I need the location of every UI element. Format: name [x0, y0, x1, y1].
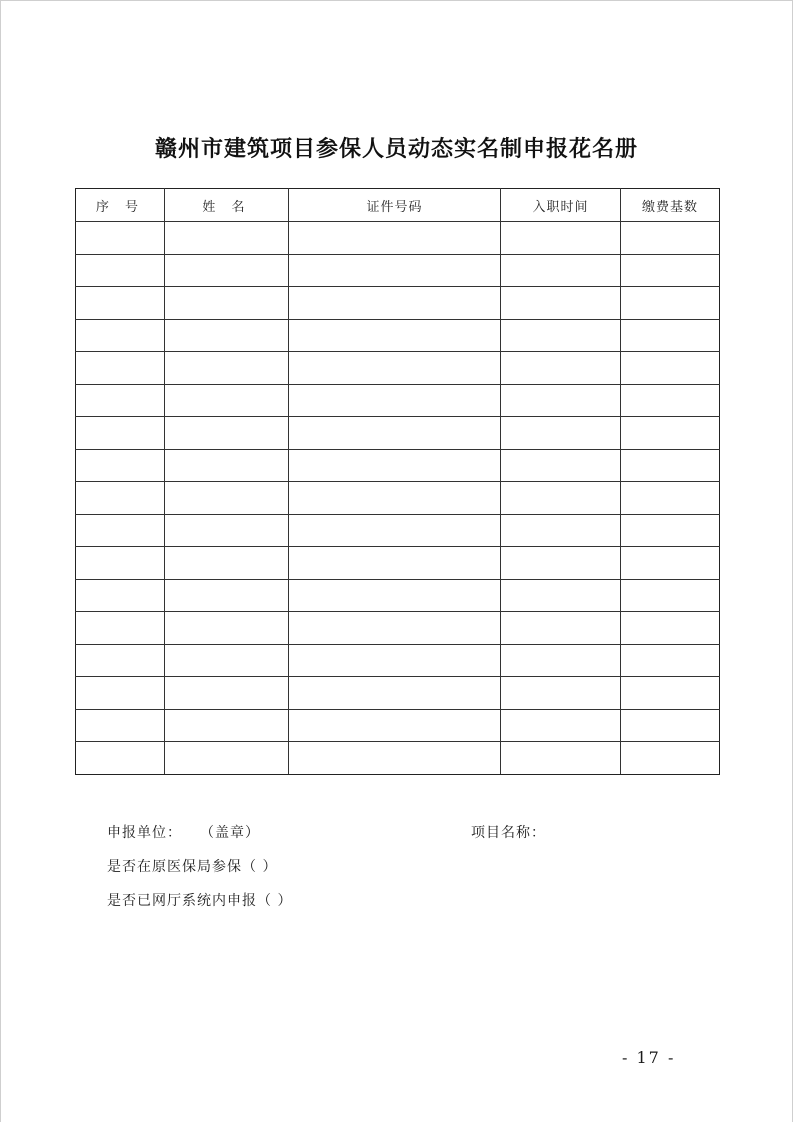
cell-contribution-base — [621, 579, 720, 612]
cell-contribution-base — [621, 709, 720, 742]
table-row — [76, 254, 720, 287]
header-hire-date: 入职时间 — [501, 189, 621, 222]
cell-serial-number — [76, 612, 165, 645]
cell-contribution-base — [621, 482, 720, 515]
table-row — [76, 352, 720, 385]
cell-hire-date — [501, 449, 621, 482]
cell-contribution-base — [621, 514, 720, 547]
table-row — [76, 677, 720, 710]
header-name: 姓 名 — [165, 189, 289, 222]
cell-serial-number — [76, 482, 165, 515]
cell-id-number — [289, 319, 501, 352]
cell-id-number — [289, 644, 501, 677]
stamp-label: （盖章） — [200, 825, 260, 841]
cell-name — [165, 579, 289, 612]
cell-serial-number — [76, 579, 165, 612]
cell-id-number — [289, 742, 501, 775]
table-row — [76, 612, 720, 645]
cell-id-number — [289, 384, 501, 417]
cell-name — [165, 742, 289, 775]
cell-id-number — [289, 709, 501, 742]
cell-serial-number — [76, 514, 165, 547]
cell-hire-date — [501, 417, 621, 450]
cell-hire-date — [501, 222, 621, 255]
cell-hire-date — [501, 514, 621, 547]
cell-hire-date — [501, 709, 621, 742]
cell-id-number — [289, 482, 501, 515]
cell-serial-number — [76, 319, 165, 352]
table-body — [76, 222, 720, 775]
cell-id-number — [289, 612, 501, 645]
cell-contribution-base — [621, 677, 720, 710]
table-row — [76, 384, 720, 417]
cell-contribution-base — [621, 547, 720, 580]
cell-contribution-base — [621, 352, 720, 385]
cell-id-number — [289, 514, 501, 547]
cell-name — [165, 319, 289, 352]
cell-name — [165, 254, 289, 287]
cell-name — [165, 644, 289, 677]
cell-hire-date — [501, 742, 621, 775]
cell-id-number — [289, 677, 501, 710]
cell-id-number — [289, 254, 501, 287]
cell-hire-date — [501, 579, 621, 612]
table-header-row — [76, 189, 720, 222]
cell-name — [165, 449, 289, 482]
cell-id-number — [289, 352, 501, 385]
table-row — [76, 287, 720, 320]
cell-hire-date — [501, 254, 621, 287]
table-row — [76, 449, 720, 482]
cell-hire-date — [501, 482, 621, 515]
cell-serial-number — [76, 677, 165, 710]
table-row — [76, 547, 720, 580]
project-name-label: 项目名称： — [471, 825, 546, 841]
cell-serial-number — [76, 644, 165, 677]
table-row — [76, 319, 720, 352]
cell-hire-date — [501, 612, 621, 645]
page-number: - 17 - — [622, 1048, 676, 1067]
cell-name — [165, 709, 289, 742]
cell-hire-date — [501, 644, 621, 677]
table-row — [76, 514, 720, 547]
header-contribution-base: 缴费基数 — [621, 189, 720, 222]
cell-contribution-base — [621, 742, 720, 775]
cell-serial-number — [76, 547, 165, 580]
cell-name — [165, 677, 289, 710]
cell-contribution-base — [621, 384, 720, 417]
cell-name — [165, 417, 289, 450]
cell-hire-date — [501, 384, 621, 417]
cell-hire-date — [501, 547, 621, 580]
online-declared-question: 是否已网厅系统内申报（ ） — [107, 893, 293, 909]
header-serial-number: 序 号 — [76, 189, 165, 222]
cell-serial-number — [76, 742, 165, 775]
insured-original-bureau-question: 是否在原医保局参保（ ） — [107, 859, 278, 875]
cell-hire-date — [501, 352, 621, 385]
cell-serial-number — [76, 222, 165, 255]
table-row — [76, 644, 720, 677]
cell-hire-date — [501, 287, 621, 320]
cell-contribution-base — [621, 417, 720, 450]
table-row — [76, 417, 720, 450]
document-title: 赣州市建筑项目参保人员动态实名制申报花名册 — [154, 136, 638, 162]
cell-hire-date — [501, 677, 621, 710]
cell-name — [165, 547, 289, 580]
roster-table — [75, 188, 720, 775]
cell-id-number — [289, 579, 501, 612]
cell-id-number — [289, 449, 501, 482]
cell-id-number — [289, 287, 501, 320]
cell-serial-number — [76, 709, 165, 742]
cell-serial-number — [76, 352, 165, 385]
cell-contribution-base — [621, 612, 720, 645]
cell-name — [165, 514, 289, 547]
cell-name — [165, 384, 289, 417]
cell-serial-number — [76, 254, 165, 287]
cell-serial-number — [76, 384, 165, 417]
cell-serial-number — [76, 287, 165, 320]
table-row — [76, 742, 720, 775]
cell-name — [165, 612, 289, 645]
cell-name — [165, 482, 289, 515]
cell-contribution-base — [621, 644, 720, 677]
header-id-number: 证件号码 — [289, 189, 501, 222]
cell-contribution-base — [621, 449, 720, 482]
cell-serial-number — [76, 449, 165, 482]
cell-contribution-base — [621, 319, 720, 352]
table-row — [76, 579, 720, 612]
cell-contribution-base — [621, 254, 720, 287]
page-border-top — [0, 0, 792, 1]
cell-serial-number — [76, 417, 165, 450]
cell-id-number — [289, 222, 501, 255]
cell-hire-date — [501, 319, 621, 352]
table-row — [76, 482, 720, 515]
page-border-left — [0, 0, 1, 1122]
cell-name — [165, 287, 289, 320]
reporting-unit-label: 申报单位： — [107, 825, 182, 841]
cell-contribution-base — [621, 287, 720, 320]
table-row — [76, 222, 720, 255]
cell-contribution-base — [621, 222, 720, 255]
table-row — [76, 709, 720, 742]
cell-name — [165, 352, 289, 385]
cell-id-number — [289, 417, 501, 450]
cell-id-number — [289, 547, 501, 580]
cell-name — [165, 222, 289, 255]
